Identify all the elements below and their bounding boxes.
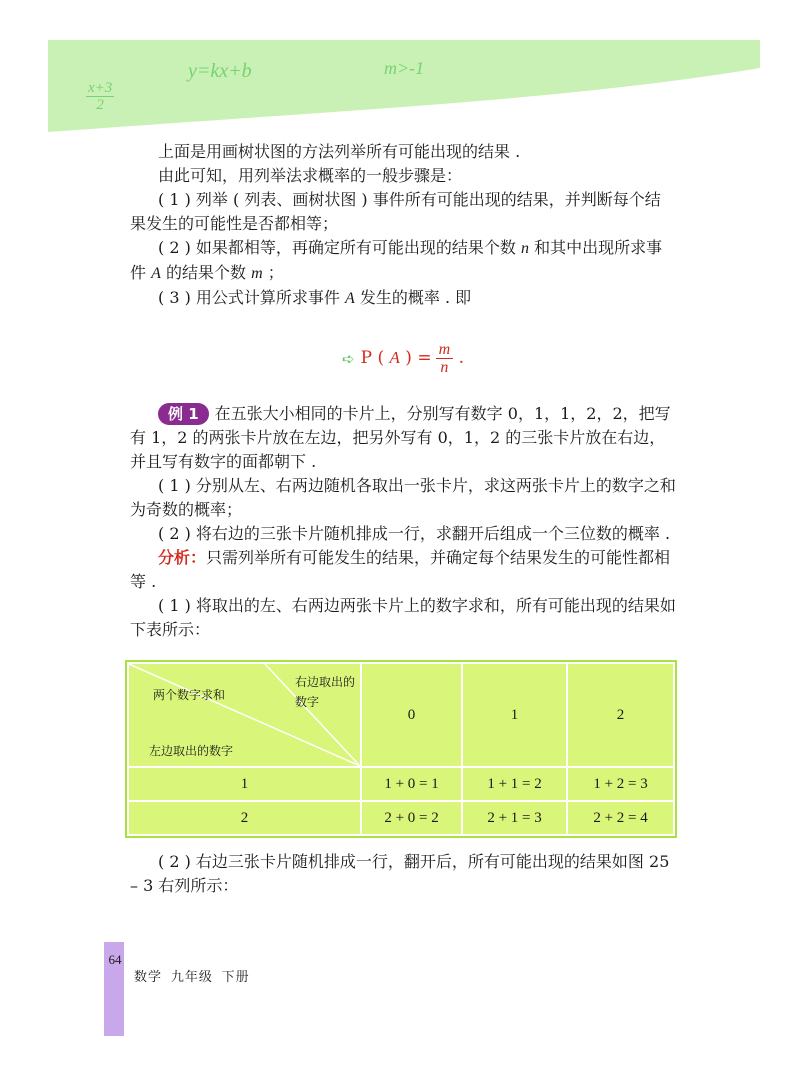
- var-m: m: [251, 265, 263, 282]
- paragraph: 上面是用画树状图的方法列举所有可能出现的结果 .: [158, 142, 521, 161]
- row-label: 2: [128, 801, 361, 835]
- example-paragraph: [130, 402, 676, 474]
- text-span: 的结果个数: [165, 263, 246, 282]
- table-cell: 2 + 2 = 4: [567, 801, 674, 835]
- fraction-denominator: n: [440, 359, 449, 376]
- double-arrow-icon: ➪: [342, 349, 355, 368]
- formula-paren: (: [377, 348, 385, 368]
- var-a: A: [151, 265, 161, 282]
- text-span: ( 3 ) 用公式计算所求事件: [158, 288, 340, 307]
- row-label: 1: [128, 767, 361, 801]
- sum-table: [127, 662, 675, 836]
- header-fraction-numerator: x+3: [88, 80, 113, 96]
- fraction-numerator: m: [436, 341, 454, 359]
- var-n: n: [521, 240, 530, 257]
- text-span: 和其中出现所求事件: [130, 238, 663, 282]
- table-row: [128, 767, 674, 801]
- table-row: [128, 801, 674, 835]
- paragraph: 由此可知，用列举法求概率的一般步骤是：: [158, 166, 463, 185]
- paragraph: ( 2 ) 将右边的三张卡片随机排成一行，求翻开后组成一个三位数的概率 .: [158, 524, 671, 543]
- formula-paren: ): [405, 348, 412, 368]
- example-badge: 例 1: [158, 403, 209, 425]
- paragraph: [130, 286, 676, 311]
- paragraph: ( 1 ) 分别从左、右两边随机各取出一张卡片，求这两张卡片上的数字之和为奇数的概率；: [130, 476, 676, 519]
- analysis-label: 分析：: [158, 548, 207, 567]
- header-fraction-denominator: 2: [96, 97, 104, 113]
- header-formula-inequality: m>-1: [384, 58, 425, 78]
- book-title: 数学 九年级 下册: [134, 970, 250, 985]
- paragraph: ( 2 ) 右边三张卡片随机排成一行，翻开后，所有可能出现的结果如图 25 – 3 右列所示：: [130, 852, 670, 895]
- col-header: 0: [361, 663, 462, 767]
- page-content: [130, 140, 676, 642]
- paragraph: [130, 236, 676, 286]
- formula-a: A: [389, 348, 400, 367]
- header-formula-fraction: [86, 80, 114, 113]
- text-span: ；: [267, 263, 284, 282]
- page-content-lower: [130, 850, 676, 898]
- paragraph: ( 1 ) 将取出的左、右两边两张卡片上的数字求和，所有可能出现的结果如下表所示：: [130, 596, 676, 639]
- header-bottom-left: 左边取出的数字: [149, 744, 234, 758]
- text-span: ( 2 ) 如果都相等，再确定所有可能出现的结果个数: [158, 238, 516, 257]
- table-cell: 2 + 0 = 2: [361, 801, 462, 835]
- header-top-right: 右边取出的数字: [295, 675, 356, 709]
- table-cell: 1 + 0 = 1: [361, 767, 462, 801]
- formula-fraction: [436, 341, 454, 376]
- header-banner: [48, 40, 760, 132]
- page-number: 64: [108, 952, 122, 967]
- example-text: 在五张大小相同的卡片上，分别写有数字 0，1，1，2，2，把写有 1，2 的两张卡片放在左边，把另外写有 0，1，2 的三张卡片放在右边，并且写有数字的面都朝下 .: [130, 404, 671, 471]
- formula-equals: =: [417, 348, 432, 368]
- text-span: 发生的概率 . 即: [359, 288, 472, 307]
- paragraph: ( 1 ) 列举 ( 列表、画树状图 ) 事件所有可能出现的结果，并判断每个结果发生的可能性是否都相等；: [130, 190, 661, 233]
- var-a: A: [345, 290, 355, 307]
- table-cell: 1 + 2 = 3: [567, 767, 674, 801]
- col-header: 2: [567, 663, 674, 767]
- analysis-text: 只需列举所有可能发生的结果，并确定每个结果发生的可能性都相等 .: [130, 548, 671, 591]
- header-formula-line: y=kx+b: [188, 60, 252, 82]
- header-middle: 两个数字求和: [153, 688, 226, 702]
- table-cell: 2 + 1 = 3: [462, 801, 567, 835]
- table-diagonal-header: [128, 663, 361, 767]
- table-cell: 1 + 1 = 2: [462, 767, 567, 801]
- formula-p: P: [360, 348, 373, 368]
- formula-period: .: [458, 348, 464, 368]
- analysis-paragraph: [130, 546, 676, 594]
- col-header: 1: [462, 663, 567, 767]
- probability-formula: [130, 341, 676, 376]
